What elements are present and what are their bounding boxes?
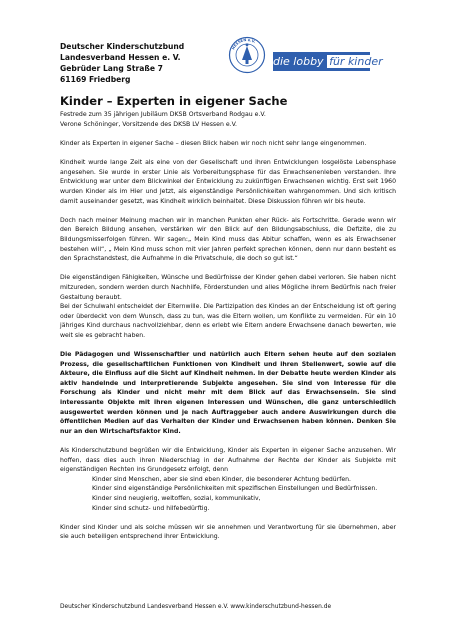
list-item: Kinder sind Menschen, aber sie sind eben Kinder, die besonderer Achtung bedürfen.: [92, 475, 352, 483]
list-item: Kinder sind schutz- und hilfebedürftig.: [92, 504, 210, 512]
org-line: Deutscher Kinderschutzbund: [60, 42, 185, 51]
paragraph: Doch nach meiner Meinung machen wir in manchen Punkten eher Rück- als Fortschritte. Gerade wenn wir den Bereich Bildung ansehen, verstärken wir den Blick auf den Bildungsabschluss, die Defizite, die zu Bildungsmisserfolgen führen. Wir sagen:„ Mein Kind muss das Abitur schaffen, wenn es als Erwachsener bestehen will“, „ Mein Kind muss schon mit vier Jahren perfekt sprechen können, denn nur dann besteht es den Sprachstandstest, die Aufnahme in die Privatschule, die doch so gut ist.“: [60, 216, 396, 263]
paragraph: Bei der Schulwahl entscheidet der Elternwille. Die Partizipation des Kindes an der Entscheidung ist oft gering oder überdeckt von dem Wunsch, dass zu tun, was die Eltern wollen, um Konflikte zu vermeiden. Für ein 10 jähriges Kind durchaus nachvollziehbar, denn es erlebt wie Eltern andere Erwachsene danach bewerten, wie weit sie es gebracht haben.: [60, 303, 396, 339]
list-item: Kinder sind neugierig, weltoffen, sozial, kommunikativ,: [92, 494, 261, 502]
paragraph: Kinder als Experten in eigener Sache – diesen Blick haben wir noch nicht sehr lange eingenommen.: [60, 140, 367, 147]
subtitle-line: Verone Schöninger, Vorsitzende des DKSB LV Hessen e.V.: [60, 120, 238, 128]
svg-text:HESSEN e.V.: HESSEN e.V.: [231, 37, 257, 51]
page-title: Kinder – Experten in eigener Sache: [60, 94, 288, 108]
paragraph: Als Kinderschutzbund begrüßen wir die Entwicklung, Kinder als Experten in eigener Sache anzusehen. Wir hoffen, dass dies auch ihren Niederschlag in der Aufnahme der Rechte der Kinder als Subjekte mit eigenständigen Rechten ins Grundgesetz erfolgt, denn: [60, 447, 396, 474]
paragraph: Kindheit wurde lange Zeit als eine von der Gesellschaft und ihren Entwicklungen losgelöste Lebensphase angesehen. Sie wurde in erster Linie als Vorbereitungsphase für das Erwachsenenleben verstanden. Ihre Entwicklung war unter dem Blickwinkel der Entwicklung zu zukünftigen Erwachsenen wichtig. Erst seit 1960 wurden Kinder als im Hier und Jetzt, als eigenständige Persönlichkeiten wahrgenommen. Und sich kritisch damit auseinander gesetzt, was Kindheit wirklich beinhaltet. Diese Diskussion führen wir bis heute.: [60, 159, 396, 205]
subtitle: [60, 110, 266, 129]
org-line: Landesverband Hessen e. V.: [60, 53, 181, 62]
paragraph: Die eigenständigen Fähigkeiten, Wünsche und Bedürfnisse der Kinder gehen dabei verloren. Sie haben nicht mitzureden, sondern werden durch Nachhilfe, Förderstunden und alles Mögliche ihrem Bedürfnis nach freier Gestaltung beraubt.: [60, 274, 396, 301]
paragraph: Die Pädagogen und Wissenschaftler und natürlich auch Eltern sehen heute auf den sozialen Prozess, die gesellschaftlichen Funktionen von Kindheit und ihren Stellenwert, sowie auf die Akteure, die Einfluss auf die Sicht auf Kindheit nehmen. In der Debatte heute werden Kinder als aktiv handelnde und interpretierende Subjekte angesehen. Sie sind von Interesse für die Forschung als Kinder und nicht mehr mit dem Blick auf das Erwachsensein. Sie sind interessante Objekte mit ihren eigenen Interessen und Wünschen, die ganz unterschiedlich ausgewertet werden können und je nach Auftraggeber auch andere Auswirkungen durch die öffentlichen Medien auf das Verhalten der Kinder und Erwachsenen haben können. Denken Sie nur an den Wirtschaftsfaktor Kind.: [60, 351, 396, 435]
org-line: Gebrüder Lang Straße 7: [60, 64, 163, 73]
list-item: Kinder sind eigenständige Persönlichkeiten mit spezifischen Einstellungen und Bedürfnissen.: [92, 485, 378, 493]
lobby-slogan-logo: [273, 52, 383, 71]
closing-paragraph: Kinder sind Kinder und als solche müssen wir sie annehmen und Verantwortung für sie übernehmen, aber sie auch beteiligen entsprechend ihrer Entwicklung.: [60, 523, 396, 541]
kinderschutzbund-logo-icon: [228, 36, 266, 74]
slogan-part-2: für kinder: [329, 55, 383, 68]
org-line: 61169 Friedberg: [60, 75, 131, 84]
slogan-part-1: die lobby: [273, 55, 324, 68]
subtitle-line: Festrede zum 35 jährigen Jubiläum DKSB Ortsverband Rodgau e.V.: [60, 111, 266, 118]
organization-address: [60, 41, 184, 85]
page-footer: Deutscher Kinderschutzbund Landesverband Hessen e.V. www.kinderschutzbund-hessen.de: [60, 604, 332, 610]
rights-list: [60, 475, 396, 513]
body-text: [60, 139, 396, 552]
